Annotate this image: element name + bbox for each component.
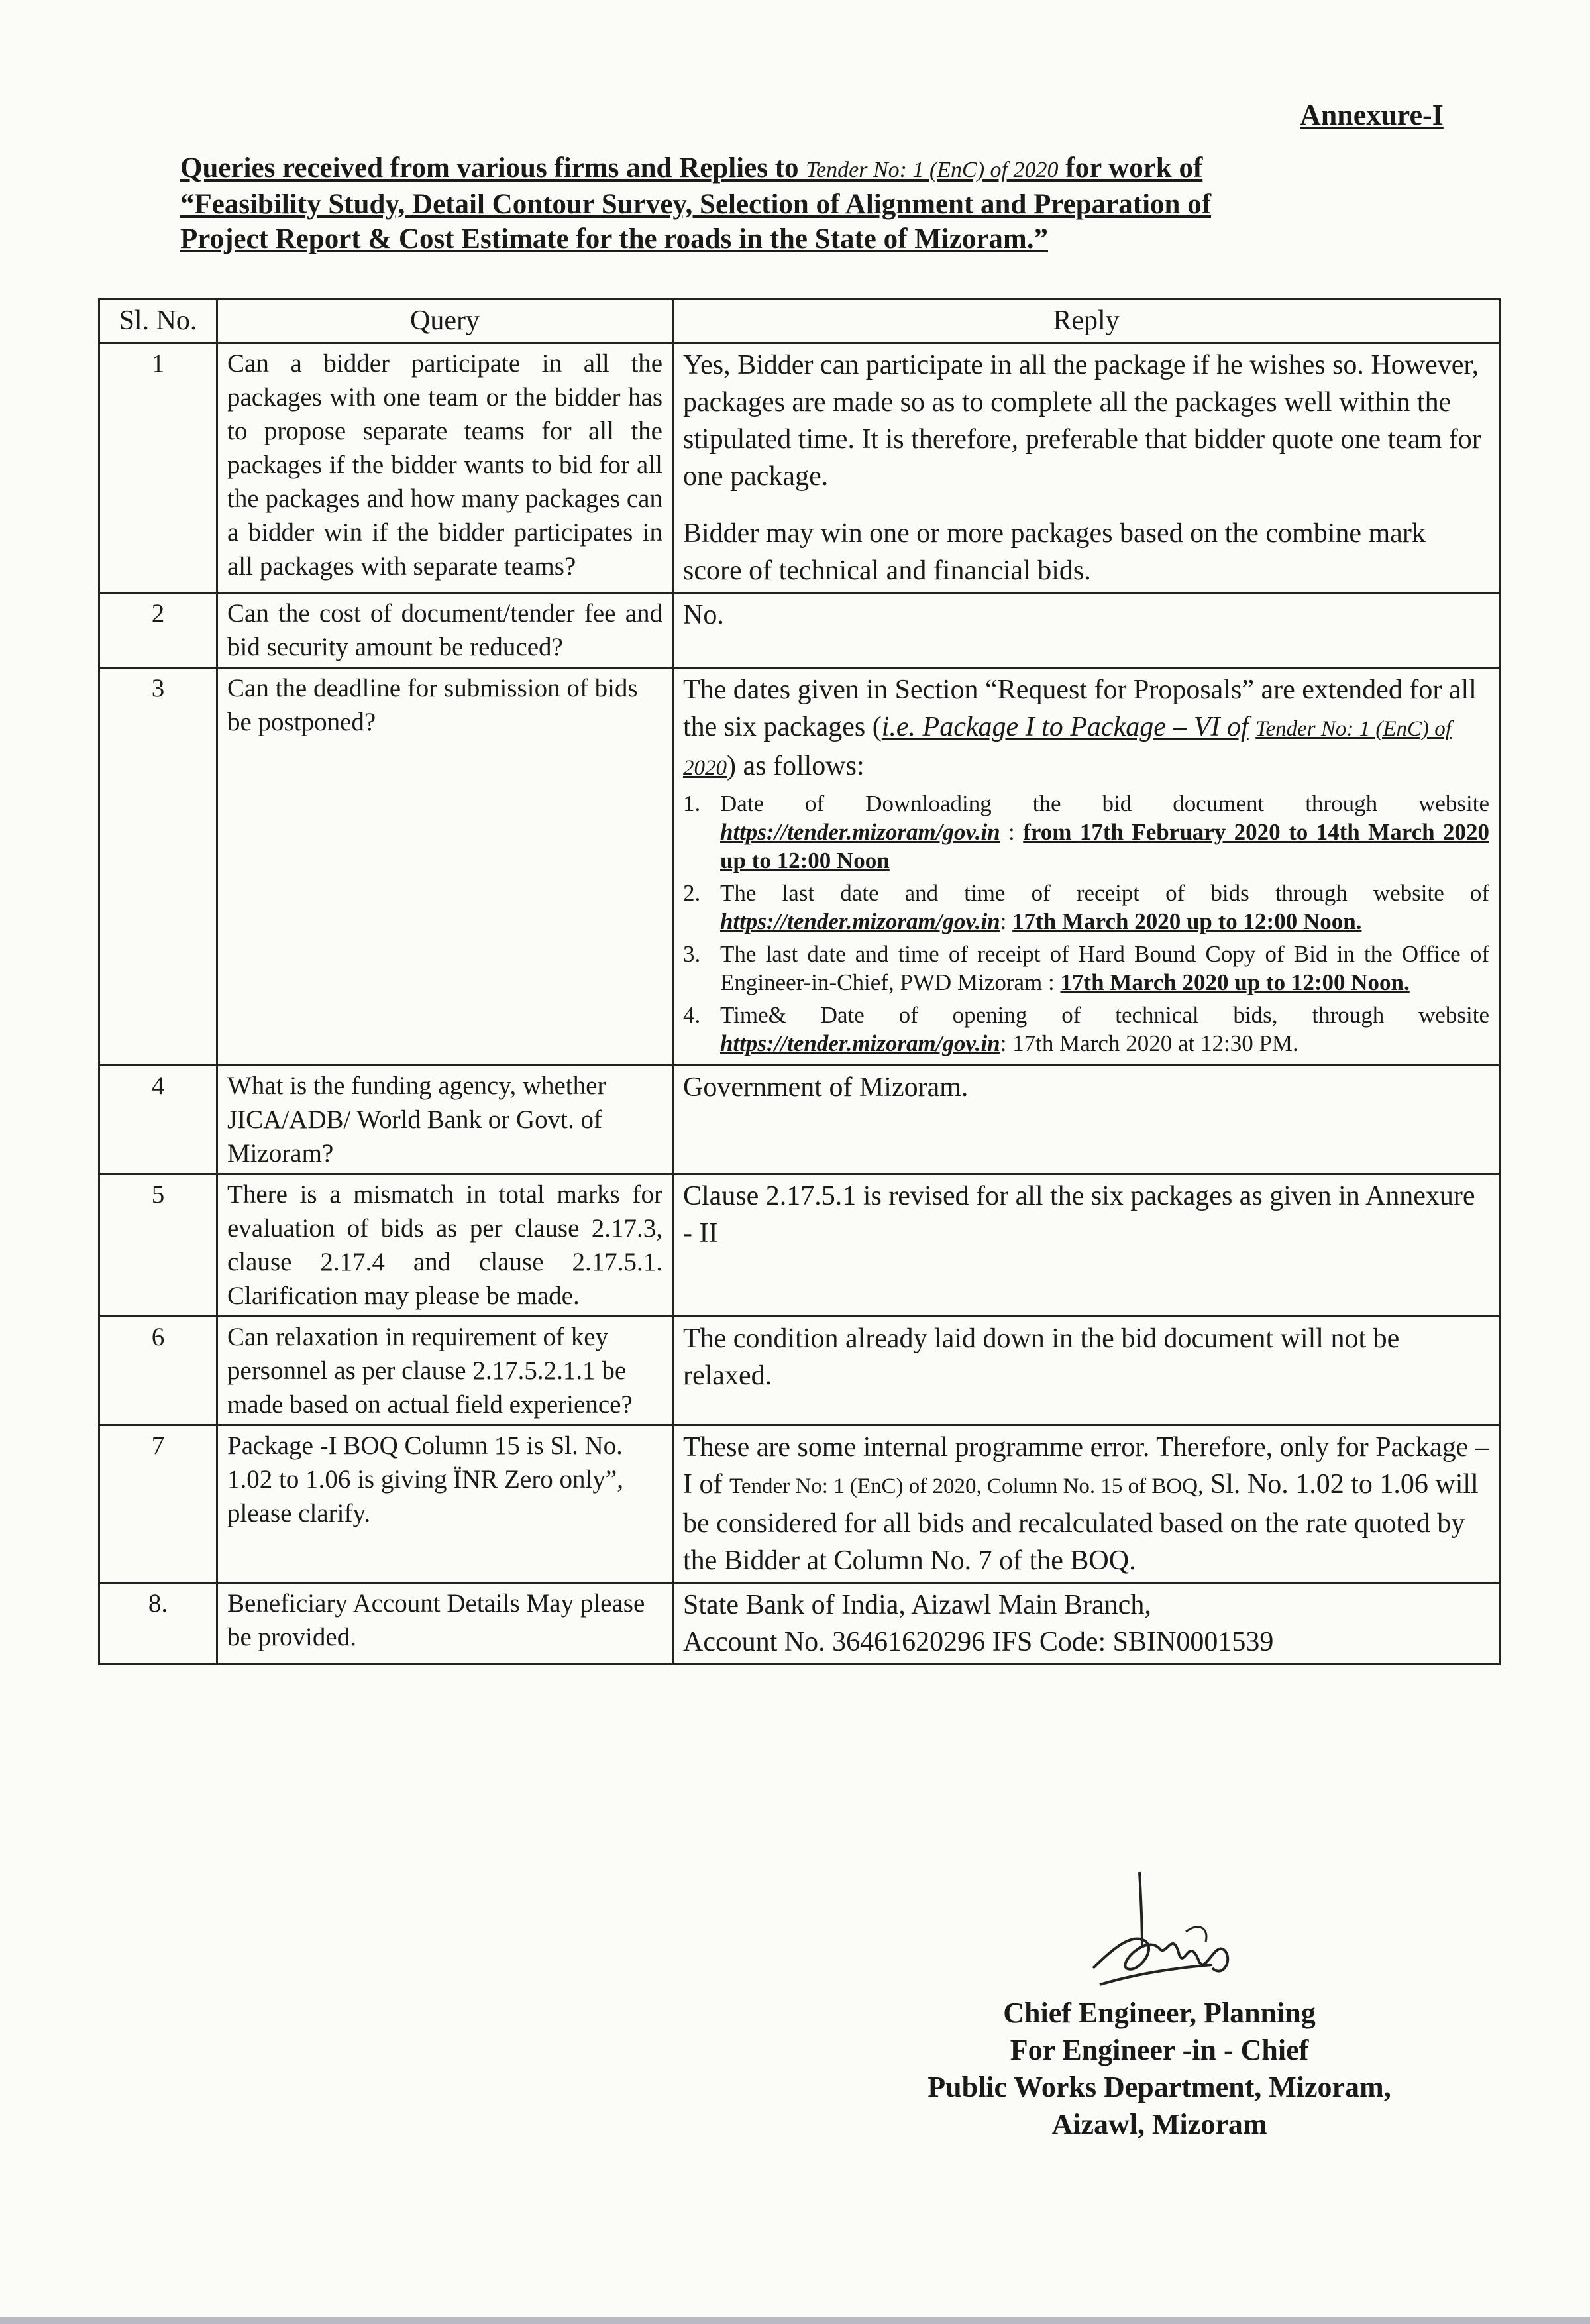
list-item: 1. Date of Downloading the bid document through website https://tender.mizoram/gov.in : from 17th February 2020 to 14th March 2020 up to 12:00 Noon	[683, 791, 1489, 873]
list-item: 4. Time& Date of opening of technical bids, through website https://tender.mizoram/gov.in: 17th March 2020 at 12:30 PM.	[683, 1002, 1489, 1056]
row-reply: Clause 2.17.5.1 is revised for all the six packages as given in Annexure - II	[683, 1181, 1475, 1248]
row-query: Package -I BOQ Column 15 is Sl. No. 1.02 to 1.06 is giving ÏNR Zero only”, please clarify.	[227, 1431, 623, 1527]
row-reply: Yes, Bidder can participate in all the package if he wishes so. However, packages are made so as to complete all the packages well within the stipulated time. It is therefore, preferable that bidder quote one team for one package.	[683, 350, 1481, 492]
row-query: Can the cost of document/tender fee and bid security amount be reduced?	[227, 599, 662, 661]
table-row	[99, 1583, 1500, 1665]
table-row	[99, 1066, 1500, 1174]
header-query: Query	[217, 300, 673, 343]
row-sl-no: 1	[151, 349, 165, 378]
signatory-title: Chief Engineer, Planning	[1003, 1997, 1316, 2029]
row-sl-no: 3	[151, 674, 165, 702]
row-query: What is the funding agency, whether JICA/ADB/ World Bank or Govt. of Mizoram?	[227, 1072, 606, 1168]
row-reply: No.	[683, 600, 724, 630]
reply-date-list	[683, 789, 1489, 1058]
website-link[interactable]: https://tender.mizoram/gov.in	[720, 909, 1000, 934]
heading-line-3: Project Report & Cost Estimate for the roads in the State of Mizoram.”	[180, 223, 1048, 254]
website-link[interactable]: https://tender.mizoram/gov.in	[720, 819, 1000, 845]
row-reply: Government of Mizoram.	[683, 1072, 969, 1103]
table-row	[99, 593, 1500, 668]
table-row	[99, 1425, 1500, 1583]
document-heading	[180, 151, 1426, 256]
row-query: Beneficiary Account Details May please be provided.	[227, 1589, 645, 1651]
row-sl-no: 5	[151, 1180, 165, 1209]
table-row	[99, 668, 1500, 1066]
row-sl-no: 7	[151, 1431, 165, 1460]
heading-text-suffix: for work of	[1058, 152, 1203, 184]
row-reply: The condition already laid down in the bid document will not be relaxed.	[683, 1323, 1400, 1391]
signatory-location: Aizawl, Mizoram	[1051, 2108, 1267, 2140]
row-sl-no: 2	[151, 599, 165, 628]
list-item: 3. The last date and time of receipt of Hard Bound Copy of Bid in the Office of Engineer-in-Chief, PWD Mizoram : 17th March 2020 up to 12:00 Noon.	[683, 941, 1489, 995]
annexure-label: Annexure-I	[1300, 99, 1444, 131]
signatory-department: Public Works Department, Mizoram,	[928, 2071, 1391, 2103]
row-sl-no: 8.	[148, 1589, 168, 1618]
row-reply-line-1: State Bank of India, Aizawl Main Branch,	[683, 1590, 1151, 1620]
heading-line-1	[180, 151, 1426, 188]
header-sl-no: Sl. No.	[99, 300, 217, 343]
heading-tender-no: Tender No: 1 (EnC) of 2020	[806, 158, 1059, 182]
queries-replies-table	[98, 298, 1501, 1665]
website-link[interactable]: https://tender.mizoram/gov.in	[720, 1030, 1000, 1056]
row-reply-para-2: Bidder may win one or more packages based on the combine mark score of technical and financial bids.	[683, 518, 1426, 586]
row-sl-no: 6	[151, 1323, 165, 1351]
signatory-for: For Engineer -in - Chief	[1010, 2034, 1309, 2066]
heading-line-2: “Feasibility Study, Detail Contour Survey, Selection of Alignment and Preparation of	[180, 189, 1212, 220]
row-query: Can the deadline for submission of bids be postponed?	[227, 674, 638, 736]
signature-block	[861, 1995, 1458, 2143]
list-item: 2. The last date and time of receipt of bids through website of https://tender.mizoram/gov.in: 17th March 2020 up to 12:00 Noon.	[683, 880, 1489, 934]
heading-text: Queries received from various firms and Replies to	[180, 152, 806, 184]
table-row	[99, 343, 1500, 593]
table-header-row	[99, 300, 1500, 343]
row-sl-no: 4	[151, 1072, 165, 1100]
table-row	[99, 1317, 1500, 1425]
row-reply: These are some internal programme error. Therefore, only for Package – I of Tender No: 1 (EnC) of 2020, Column No. 15 of BOQ, Sl. No. 1.02 to 1.06 will be considered for all bids and recalculated based on the rate quoted by the Bidder at Column No. 7 of the BOQ.	[683, 1432, 1489, 1576]
row-query: Can a bidder participate in all the packages with one team or the bidder has to propose separate teams for all the packages if the bidder wants to bid for all the packages and how many packages can a bidder win if the bidder participates in all packages with separate teams?	[227, 349, 662, 581]
row-reply-line-2: Account No. 36461620296 IFS Code: SBIN0001539	[683, 1627, 1274, 1657]
scan-edge	[0, 2317, 1590, 2324]
row-query: There is a mismatch in total marks for evaluation of bids as per clause 2.17.3, clause 2.17.4 and clause 2.17.5.1. Clarification may please be made.	[227, 1180, 662, 1310]
table-row	[99, 1174, 1500, 1317]
header-reply: Reply	[673, 300, 1500, 343]
row-reply-intro: The dates given in Section “Request for Proposals” are extended for all the six packages (i.e. Package I to Package – VI of Tender No: 1 (EnC) of 2020) as follows:	[683, 675, 1477, 781]
row-query: Can relaxation in requirement of key personnel as per clause 2.17.5.2.1.1 be made based on actual field experience?	[227, 1323, 633, 1419]
